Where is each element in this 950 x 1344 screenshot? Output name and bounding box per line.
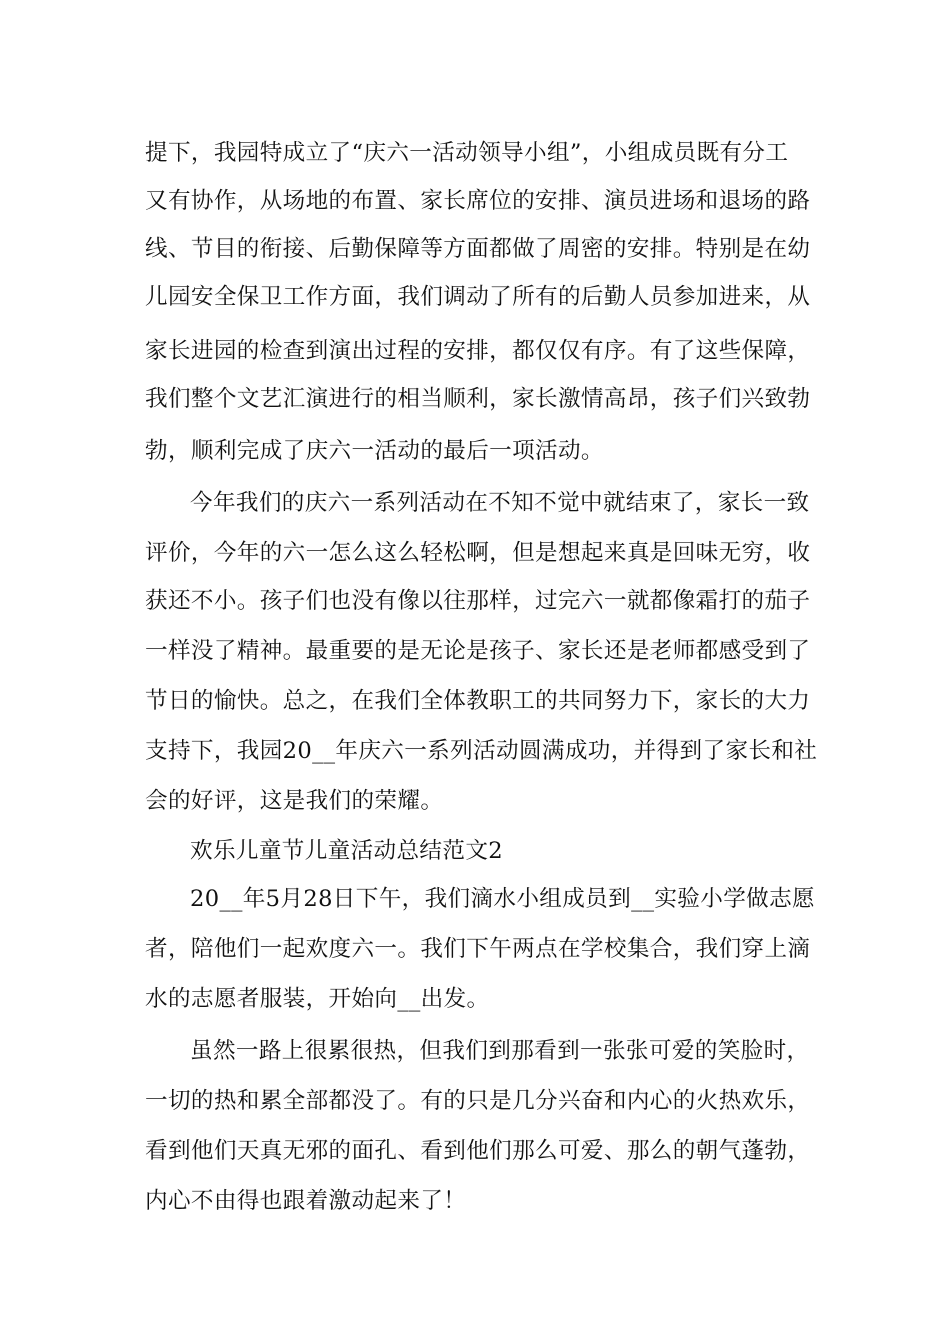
paragraph-line: 虽然一路上很累很热，但我们到那看到一张张可爱的笑脸时， — [190, 1038, 810, 1064]
paragraph-line: 儿园安全保卫工作方面，我们调动了所有的后勤人员参加进来，从 — [145, 284, 811, 310]
paragraph-line: 家长进园的检查到演出过程的安排，都仅仅有序。有了这些保障， — [145, 338, 811, 364]
paragraph-line: 又有协作，从场地的布置、家长席位的安排、演员进场和退场的路 — [145, 188, 811, 214]
paragraph-line: 一切的热和累全部都没了。有的只是几分兴奋和内心的火热欢乐， — [145, 1088, 811, 1114]
paragraph-line: 节日的愉快。总之，在我们全体教职工的共同努力下，家长的大力 — [145, 688, 811, 714]
paragraph-line: 提下，我园特成立了“庆六一活动领导小组”，小组成员既有分工 — [145, 140, 789, 166]
paragraph-line: 评价，今年的六一怎么这么轻松啊，但是想起来真是回味无穷，收 — [145, 540, 811, 566]
section-heading: 欢乐儿童节儿童活动总结范文2 — [190, 838, 503, 864]
paragraph-line: 线、节目的衔接、后勤保障等方面都做了周密的安排。特别是在幼 — [145, 236, 811, 262]
paragraph-line: 内心不由得也跟着激动起来了！ — [145, 1188, 467, 1214]
paragraph-line: 我们整个文艺汇演进行的相当顺利，家长激情高昂，孩子们兴致勃 — [145, 386, 811, 412]
paragraph-line: 一样没了精神。最重要的是无论是孩子、家长还是老师都感受到了 — [145, 638, 811, 664]
paragraph-line: 会的好评，这是我们的荣耀。 — [145, 788, 444, 814]
paragraph-line: 勃，顺利完成了庆六一活动的最后一项活动。 — [145, 438, 604, 464]
paragraph-line: 者，陪他们一起欢度六一。我们下午两点在学校集合，我们穿上滴 — [145, 936, 811, 962]
paragraph-line: 今年我们的庆六一系列活动在不知不觉中就结束了，家长一致 — [190, 490, 810, 516]
paragraph-line: 获还不小。孩子们也没有像以往那样，过完六一就都像霜打的茄子 — [145, 588, 811, 614]
paragraph-line: 看到他们天真无邪的面孔、看到他们那么可爱、那么的朝气蓬勃， — [145, 1138, 811, 1164]
paragraph-line: 支持下，我园20__年庆六一系列活动圆满成功，并得到了家长和社 — [145, 738, 818, 764]
paragraph-line: 水的志愿者服装，开始向__出发。 — [145, 986, 490, 1012]
paragraph-line: 20__年5月28日下午，我们滴水小组成员到__实验小学做志愿 — [190, 886, 815, 912]
